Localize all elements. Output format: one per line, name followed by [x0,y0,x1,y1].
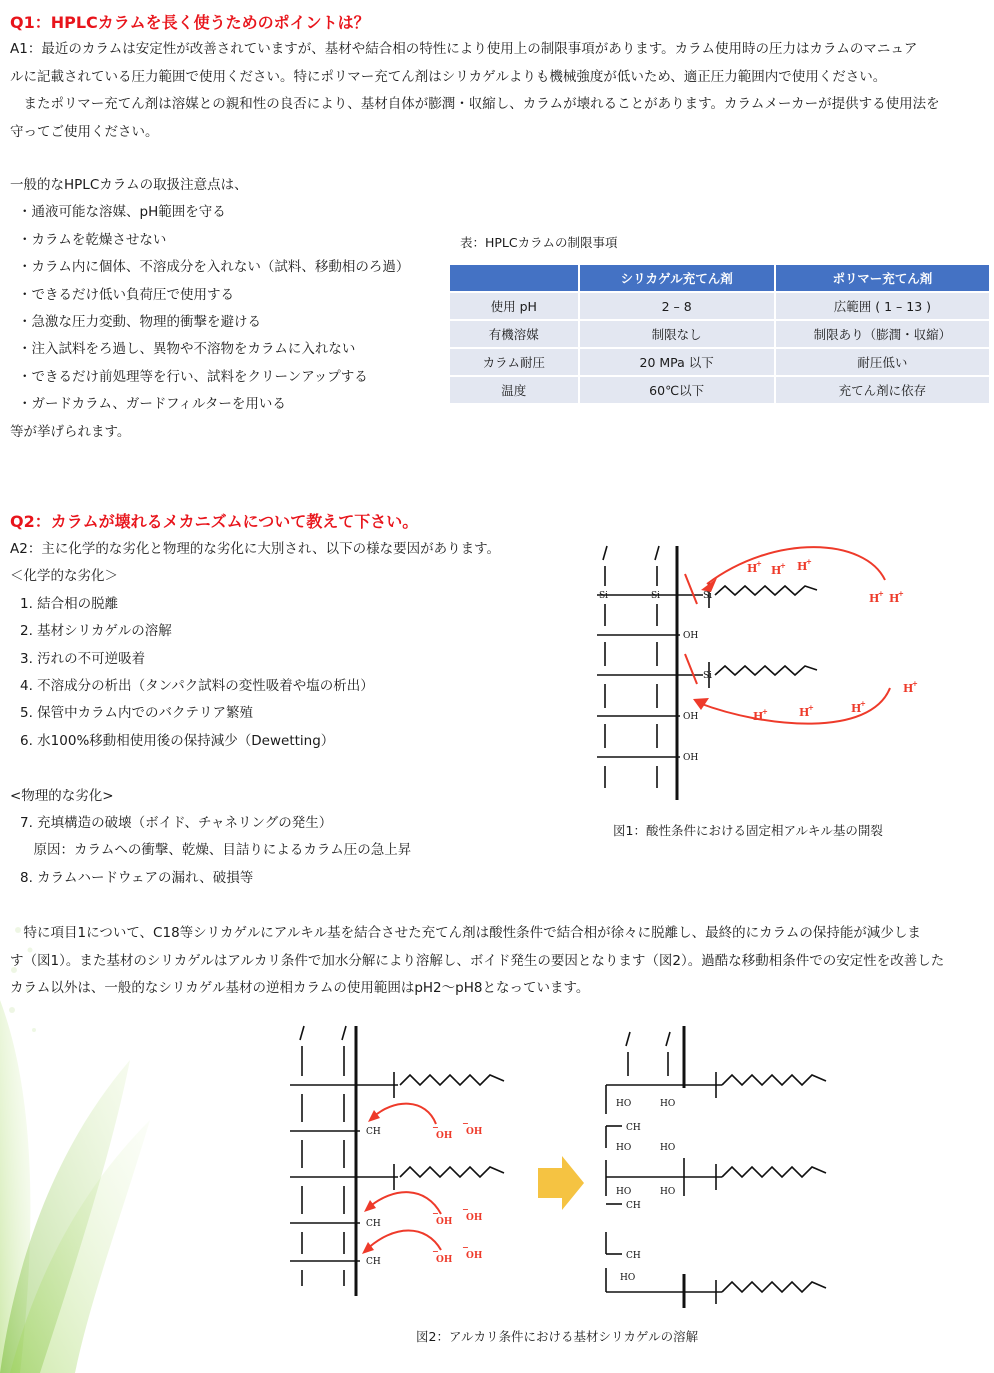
proton-label: H [799,706,810,719]
q2-paragraph [10,920,990,1003]
q1-answer-line: 守ってご使用ください。 [10,123,159,140]
atom-label: Si [703,671,713,681]
figure1-acid-cleavage-diagram [585,538,925,808]
physical-item: 7. 充填構造の破壊（ボイド、チャネリングの発生） [20,815,333,832]
proton-label: H [747,562,758,575]
silanol-label: HO [616,1099,632,1109]
table-row [450,321,989,347]
q2-answer: A2：主に化学的な劣化と物理的な劣化に大別され、以下の様な要因があります。 [10,541,501,557]
table-cell: 使用 pH [450,293,578,319]
charge-label: + [808,703,814,712]
table-header-cell [450,265,578,291]
silanol-label: CH [366,1127,381,1137]
proton-label: H [851,702,862,715]
silanol-label: CH [366,1219,381,1229]
table-cell: 2 – 8 [580,293,774,319]
charge-label: + [806,557,812,566]
table-header-cell: シリカゲル充てん剤 [580,265,774,291]
chemical-degradation-heading: ＜化学的な劣化＞ [10,568,118,585]
table-cell: 20 MPa 以下 [580,349,774,375]
table-header-row [450,265,989,291]
physical-degradation-heading: <物理的な劣化> [10,787,114,804]
transition-arrow-icon [538,1156,584,1210]
q2-paragraph-line: カラム以外は、一般的なシリカゲル基材の逆相カラムの使用範囲はpH2～pH8となっています。 [10,980,590,997]
hydroxide-label: OH [436,1131,453,1141]
table-cell: カラム耐圧 [450,349,578,375]
handling-notes [10,172,409,446]
handling-item: ・できるだけ低い負荷圧で使用する [18,286,234,303]
atom-label: Si [651,591,661,601]
proton-label: H [753,710,764,723]
table-cell: 制限あり（膨潤・収縮） [776,321,989,347]
q2-paragraph-line: 特に項目1について、C18等シリカゲルにアルキル基を結合させた充てん剤は酸性条件で結合相が徐々に脱離し、最終的にカラムの保持能が減少しま [10,925,921,941]
silanol-label: OH [683,712,699,722]
silanol-label: CH [366,1257,381,1267]
table-row [450,293,989,319]
charge-label: + [780,561,786,570]
silanol-label: HO [620,1273,636,1283]
q1-answer-line: またポリマー充てん剤は溶媒との親和性の良否により、基材自体が膨潤・収縮し、カラムが壊れることがあります。カラムメーカーが提供する使用法を [10,96,940,113]
charge-label: + [898,589,904,598]
proton-label: H [889,592,900,605]
handling-item: ・カラムを乾燥させない [18,231,167,248]
charge-label: − [462,1204,469,1214]
table-cell: 温度 [450,377,578,403]
q2-title: Q2：カラムが壊れるメカニズムについて教えて下さい。 [10,512,419,531]
charge-label: − [462,1118,469,1128]
chemical-item: 4. 不溶成分の析出（タンパク試料の変性吸着や塩の析出） [20,678,374,695]
silanol-label: HO [616,1187,632,1197]
table-cell: 制限なし [580,321,774,347]
charge-label: − [432,1122,439,1132]
proton-label: H [797,560,808,573]
table-cell: 耐圧低い [776,349,989,375]
hydroxide-label: OH [436,1217,453,1227]
handling-item: ・できるだけ前処理等を行い、試料をクリーンアップする [18,368,368,385]
handling-item: ・ガードカラム、ガードフィルターを用いる [18,396,286,413]
q1-answer-line: A1：最近のカラムは安定性が改善されていますが、基材や結合相の特性により使用上の制限事項があります。カラム使用時の圧力はカラムのマニュア [10,41,918,57]
proton-label: H [869,592,880,605]
charge-label: + [912,679,918,688]
hydroxide-label: OH [466,1213,483,1223]
silanol-label: OH [683,753,699,763]
silanol-label: HO [660,1143,676,1153]
silanol-label: CH [626,1251,641,1261]
handling-outro: 等が挙げられます。 [10,423,131,440]
table-cell: 充てん剤に依存 [776,377,989,403]
silanol-label: HO [660,1187,676,1197]
charge-label: + [860,699,866,708]
charge-label: − [432,1208,439,1218]
table-cell: 60℃以下 [580,377,774,403]
silanol-label: HO [616,1143,632,1153]
physical-item: 8. カラムハードウェアの漏れ、破損等 [20,869,254,886]
silanol-label: OH [683,631,699,641]
chemical-item: 2. 基材シリカゲルの溶解 [20,623,172,640]
table-cell: 有機溶媒 [450,321,578,347]
handling-item: ・カラム内に個体、不溶成分を入れない（試料、移動相のろ過） [18,259,410,276]
handling-item: ・注入試料をろ過し、異物や不溶物をカラムに入れない [18,341,356,358]
proton-label: H [771,564,782,577]
silanol-label: CH [626,1123,641,1133]
table-cell: 広範囲 ( 1 – 13 ) [776,293,989,319]
atom-label: Si [599,591,609,601]
hydroxide-label: OH [466,1251,483,1261]
charge-label: − [462,1242,469,1252]
silanol-label: HO [660,1099,676,1109]
charge-label: + [762,707,768,716]
physical-item: 原因：カラムへの衝撃、乾燥、目詰りによるカラム圧の急上昇 [20,842,412,859]
charge-label: − [432,1246,439,1256]
q2-factor-list [10,536,500,892]
figure2-alkali-dissolution-diagram [276,1018,876,1308]
charge-label: + [878,589,884,598]
q1-answer [10,36,990,146]
silanol-label: CH [626,1201,641,1211]
handling-item: ・急激な圧力変動、物理的衝撃を避ける [18,314,261,331]
limitations-table [448,263,991,405]
table-row [450,349,989,375]
figure1-caption: 図1：酸性条件における固定相アルキル基の開裂 [613,823,883,838]
chemical-item: 6. 水100%移動相使用後の保持減少（Dewetting） [20,732,335,749]
hydroxide-label: OH [436,1255,453,1265]
q1-title: Q1：HPLCカラムを長く使うためのポイントは？ [10,13,370,32]
atom-label: Si [703,591,713,601]
figure2-caption: 図2：アルカリ条件における基材シリカゲルの溶解 [416,1329,699,1344]
table-row [450,377,989,403]
chemical-item: 5. 保管中カラム内でのバクテリア繁殖 [20,705,254,722]
proton-label: H [903,682,914,695]
charge-label: + [756,559,762,568]
chemical-item: 1. 結合相の脱離 [20,595,119,612]
hydroxide-label: OH [466,1127,483,1137]
chemical-item: 3. 汚れの不可逆吸着 [20,650,146,667]
q2-paragraph-line: す（図1）。また基材のシリカゲルはアルカリ条件で加水分解により溶解し、ボイド発生の要因となります（図2）。過酷な移動相条件での安定性を改善した [10,952,945,969]
table-caption: 表：HPLCカラムの制限事項 [460,235,618,250]
q1-answer-line: ルに記載されている圧力範囲で使用ください。特にポリマー充てん剤はシリカゲルよりも機械強度が低いため、適正圧力範囲内で使用ください。 [10,68,887,85]
handling-item: ・通液可能な溶媒、pH範囲を守る [18,204,226,221]
handling-intro: 一般的なHPLCカラムの取扱注意点は、 [10,177,248,193]
table-header-cell: ポリマー充てん剤 [776,265,989,291]
